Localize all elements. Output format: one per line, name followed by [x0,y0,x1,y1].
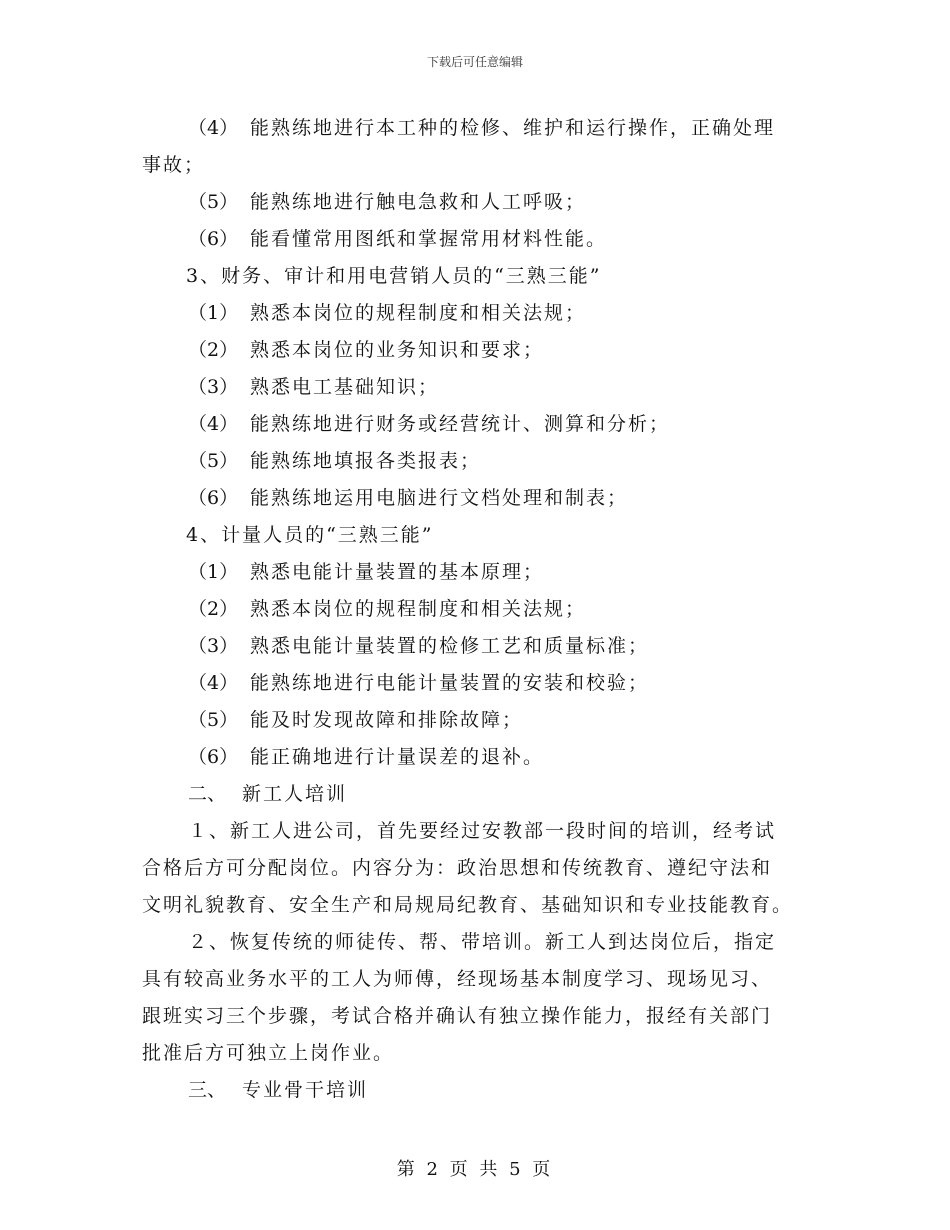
item-number: （6） [188,746,239,768]
paragraph-line: 具有较高业务水平的工人为师傅，经现场基本制度学习、现场见习、 [142,968,773,990]
list-item [142,702,812,739]
page-footer: 第 2 页 共 5 页 [396,1159,554,1180]
paragraph-line: 文明礼貌教育、安全生产和局规局纪教育、基础知识和专业技能教育。 [142,894,794,916]
item-text: 熟悉电能计量装置的基本原理； [250,561,545,583]
item-number: （1） [188,302,239,324]
item-number: （5） [188,450,239,472]
section-number: 三、 [188,1079,227,1101]
item-text: 熟悉电工基础知识； [250,376,440,398]
item-text: 熟悉本岗位的规程制度和相关法规； [250,302,587,324]
item-number: （6） [188,487,239,509]
list-item [142,110,812,147]
item-text: 能熟练地进行本工种的检修、维护和运行操作，正确处理 [250,117,776,139]
item-number: （1） [188,561,239,583]
document-body [142,110,812,1109]
paragraph-line: １、新工人进公司，首先要经过安教部一段时间的培训，经考试 [188,820,777,842]
item-number: （4） [188,413,239,435]
item-text: 能熟练地运用电脑进行文档处理和制表； [250,487,629,509]
item-number: （6） [188,228,239,250]
item-number: （2） [188,598,239,620]
list-item [142,221,812,258]
list-item [142,665,812,702]
section-heading [142,1072,812,1109]
section-heading [142,776,812,813]
list-item [142,443,812,480]
list-item [142,739,812,776]
list-item [142,369,812,406]
item-number: （5） [188,191,239,213]
item-number: （5） [188,709,239,731]
list-item [142,332,812,369]
item-text: 熟悉本岗位的业务知识和要求； [250,339,545,361]
item-text: 能正确地进行计量误差的退补。 [250,746,545,768]
subsection-heading: 4、计量人员的“三熟三能” [186,524,434,546]
item-number: （3） [188,376,239,398]
item-text: 熟悉电能计量装置的检修工艺和质量标准； [250,635,650,657]
list-item [142,184,812,221]
item-text: 能熟练地进行财务或经营统计、测算和分析； [250,413,671,435]
list-item [142,628,812,665]
item-number: （3） [188,635,239,657]
item-text: 能及时发现故障和排除故障； [250,709,524,731]
item-number: （4） [188,672,239,694]
subsection-heading: 3、财务、审计和用电营销人员的“三熟三能” [186,265,602,287]
section-title: 专业骨干培训 [242,1079,369,1101]
list-item [142,554,812,591]
item-text: 熟悉本岗位的规程制度和相关法规； [250,598,587,620]
item-number: （4） [188,117,239,139]
section-number: 二、 [188,783,227,805]
section-title: 新工人培训 [242,783,348,805]
page-header: 下载后可任意编辑 [426,55,523,69]
paragraph-line: ２、恢复传统的师徒传、帮、带培训。新工人到达岗位后，指定 [188,931,777,953]
item-text: 能熟练地填报各类报表； [250,450,482,472]
item-text: 能熟练地进行触电急救和人工呼吸； [250,191,587,213]
paragraph-line: 合格后方可分配岗位。内容分为：政治思想和传统教育、遵纪守法和 [142,857,773,879]
item-text: 能看懂常用图纸和掌握常用材料性能。 [250,228,608,250]
list-item [142,480,812,517]
list-item [142,406,812,443]
list-item [142,295,812,332]
item-number: （2） [188,339,239,361]
paragraph-line: 跟班实习三个步骤，考试合格并确认有独立操作能力，报经有关部门 [142,1005,773,1027]
paragraph-line: 事故； [142,154,206,176]
list-item [142,591,812,628]
paragraph-line: 批准后方可独立上岗作业。 [142,1042,395,1064]
item-text: 能熟练地进行电能计量装置的安装和校验； [250,672,650,694]
